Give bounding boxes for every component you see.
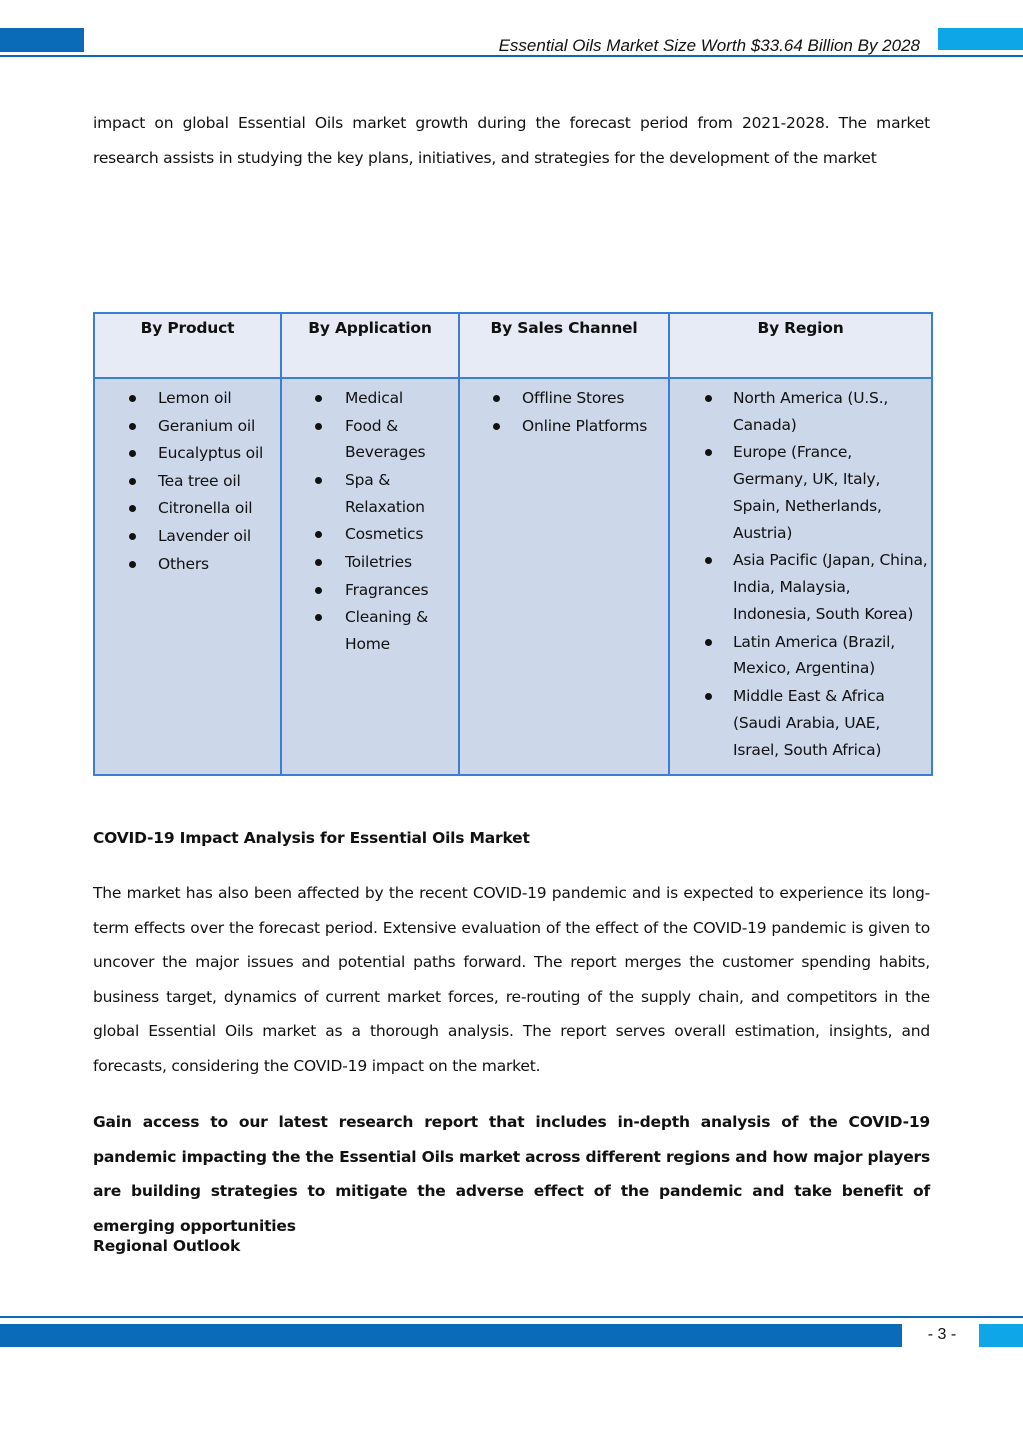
list-item: Spa & Relaxation xyxy=(282,467,456,521)
list-item: Latin America (Brazil, Mexico, Argentina) xyxy=(670,629,929,683)
column-header-application: By Application xyxy=(281,313,459,378)
table-body-row xyxy=(94,378,932,775)
list-item: Middle East & Africa (Saudi Arabia, UAE, Israel, South Africa) xyxy=(670,683,929,763)
header-accent-right xyxy=(938,28,1023,50)
page-number: - 3 - xyxy=(927,1326,957,1343)
region-list xyxy=(670,385,929,763)
list-item: Cleaning & Home xyxy=(282,604,456,658)
list-item: Food & Beverages xyxy=(282,413,456,467)
list-item: Eucalyptus oil xyxy=(95,440,278,467)
table-header-row xyxy=(94,313,932,378)
footer-accent-right xyxy=(979,1324,1023,1347)
column-header-region: By Region xyxy=(669,313,932,378)
segmentation-table xyxy=(93,312,933,776)
header-rule xyxy=(0,55,1023,57)
list-item: Medical xyxy=(282,385,456,412)
list-item: Lemon oil xyxy=(95,385,278,412)
list-item: Toiletries xyxy=(282,549,456,576)
sales-channel-list xyxy=(460,385,666,439)
covid-paragraph: The market has also been affected by the recent COVID-19 pandemic and is expected to experience its long-term effects over the forecast period. Extensive evaluation of the effect of the COVID-19 pandemic is given to uncover the major issues and potential paths forward. The report merges the customer spending habits, business target, dynamics of current market forces, re-routing of the supply chain, and competitors in the global Essential Oils market as a thorough analysis. The report serves overall estimation, insights, and forecasts, considering the COVID-19 impact on the market. xyxy=(93,884,930,1075)
regional-outlook-heading: Regional Outlook xyxy=(93,1237,241,1255)
footer-rule xyxy=(0,1316,1023,1318)
document-title: Essential Oils Market Size Worth $33.64 Billion By 2028 xyxy=(498,36,920,55)
product-list xyxy=(95,385,278,577)
research-report-cta: Gain access to our latest research report that includes in-depth analysis of the COVID-19 pandemic impacting the the Essential Oils market across different regions and how major players are building strategies to mitigate the adverse effect of the pandemic and take benefit of emerging opportunities xyxy=(93,1113,930,1235)
list-item: North America (U.S., Canada) xyxy=(670,385,929,439)
list-item: Tea tree oil xyxy=(95,468,278,495)
list-item: Fragrances xyxy=(282,577,456,604)
covid-heading: COVID-19 Impact Analysis for Essential Oils Market xyxy=(93,829,530,847)
sales-channel-cell xyxy=(459,378,669,775)
list-item: Online Platforms xyxy=(460,413,666,440)
list-item: Offline Stores xyxy=(460,385,666,412)
list-item: Lavender oil xyxy=(95,523,278,550)
list-item: Geranium oil xyxy=(95,413,278,440)
list-item: Asia Pacific (Japan, China, India, Malaysia, Indonesia, South Korea) xyxy=(670,547,929,627)
list-item: Cosmetics xyxy=(282,521,456,548)
application-list xyxy=(282,385,456,658)
list-item: Citronella oil xyxy=(95,495,278,522)
product-cell xyxy=(94,378,281,775)
region-cell xyxy=(669,378,932,775)
list-item: Europe (France, Germany, UK, Italy, Spain, Netherlands, Austria) xyxy=(670,439,929,546)
column-header-sales-channel: By Sales Channel xyxy=(459,313,669,378)
list-item: Others xyxy=(95,551,278,578)
application-cell xyxy=(281,378,459,775)
intro-paragraph: impact on global Essential Oils market growth during the forecast period from 2021-2028. The market research assists in studying the key plans, initiatives, and strategies for the development of the market xyxy=(93,114,930,167)
column-header-product: By Product xyxy=(94,313,281,378)
footer-accent-bar xyxy=(0,1324,902,1347)
header-accent-left xyxy=(0,28,84,52)
